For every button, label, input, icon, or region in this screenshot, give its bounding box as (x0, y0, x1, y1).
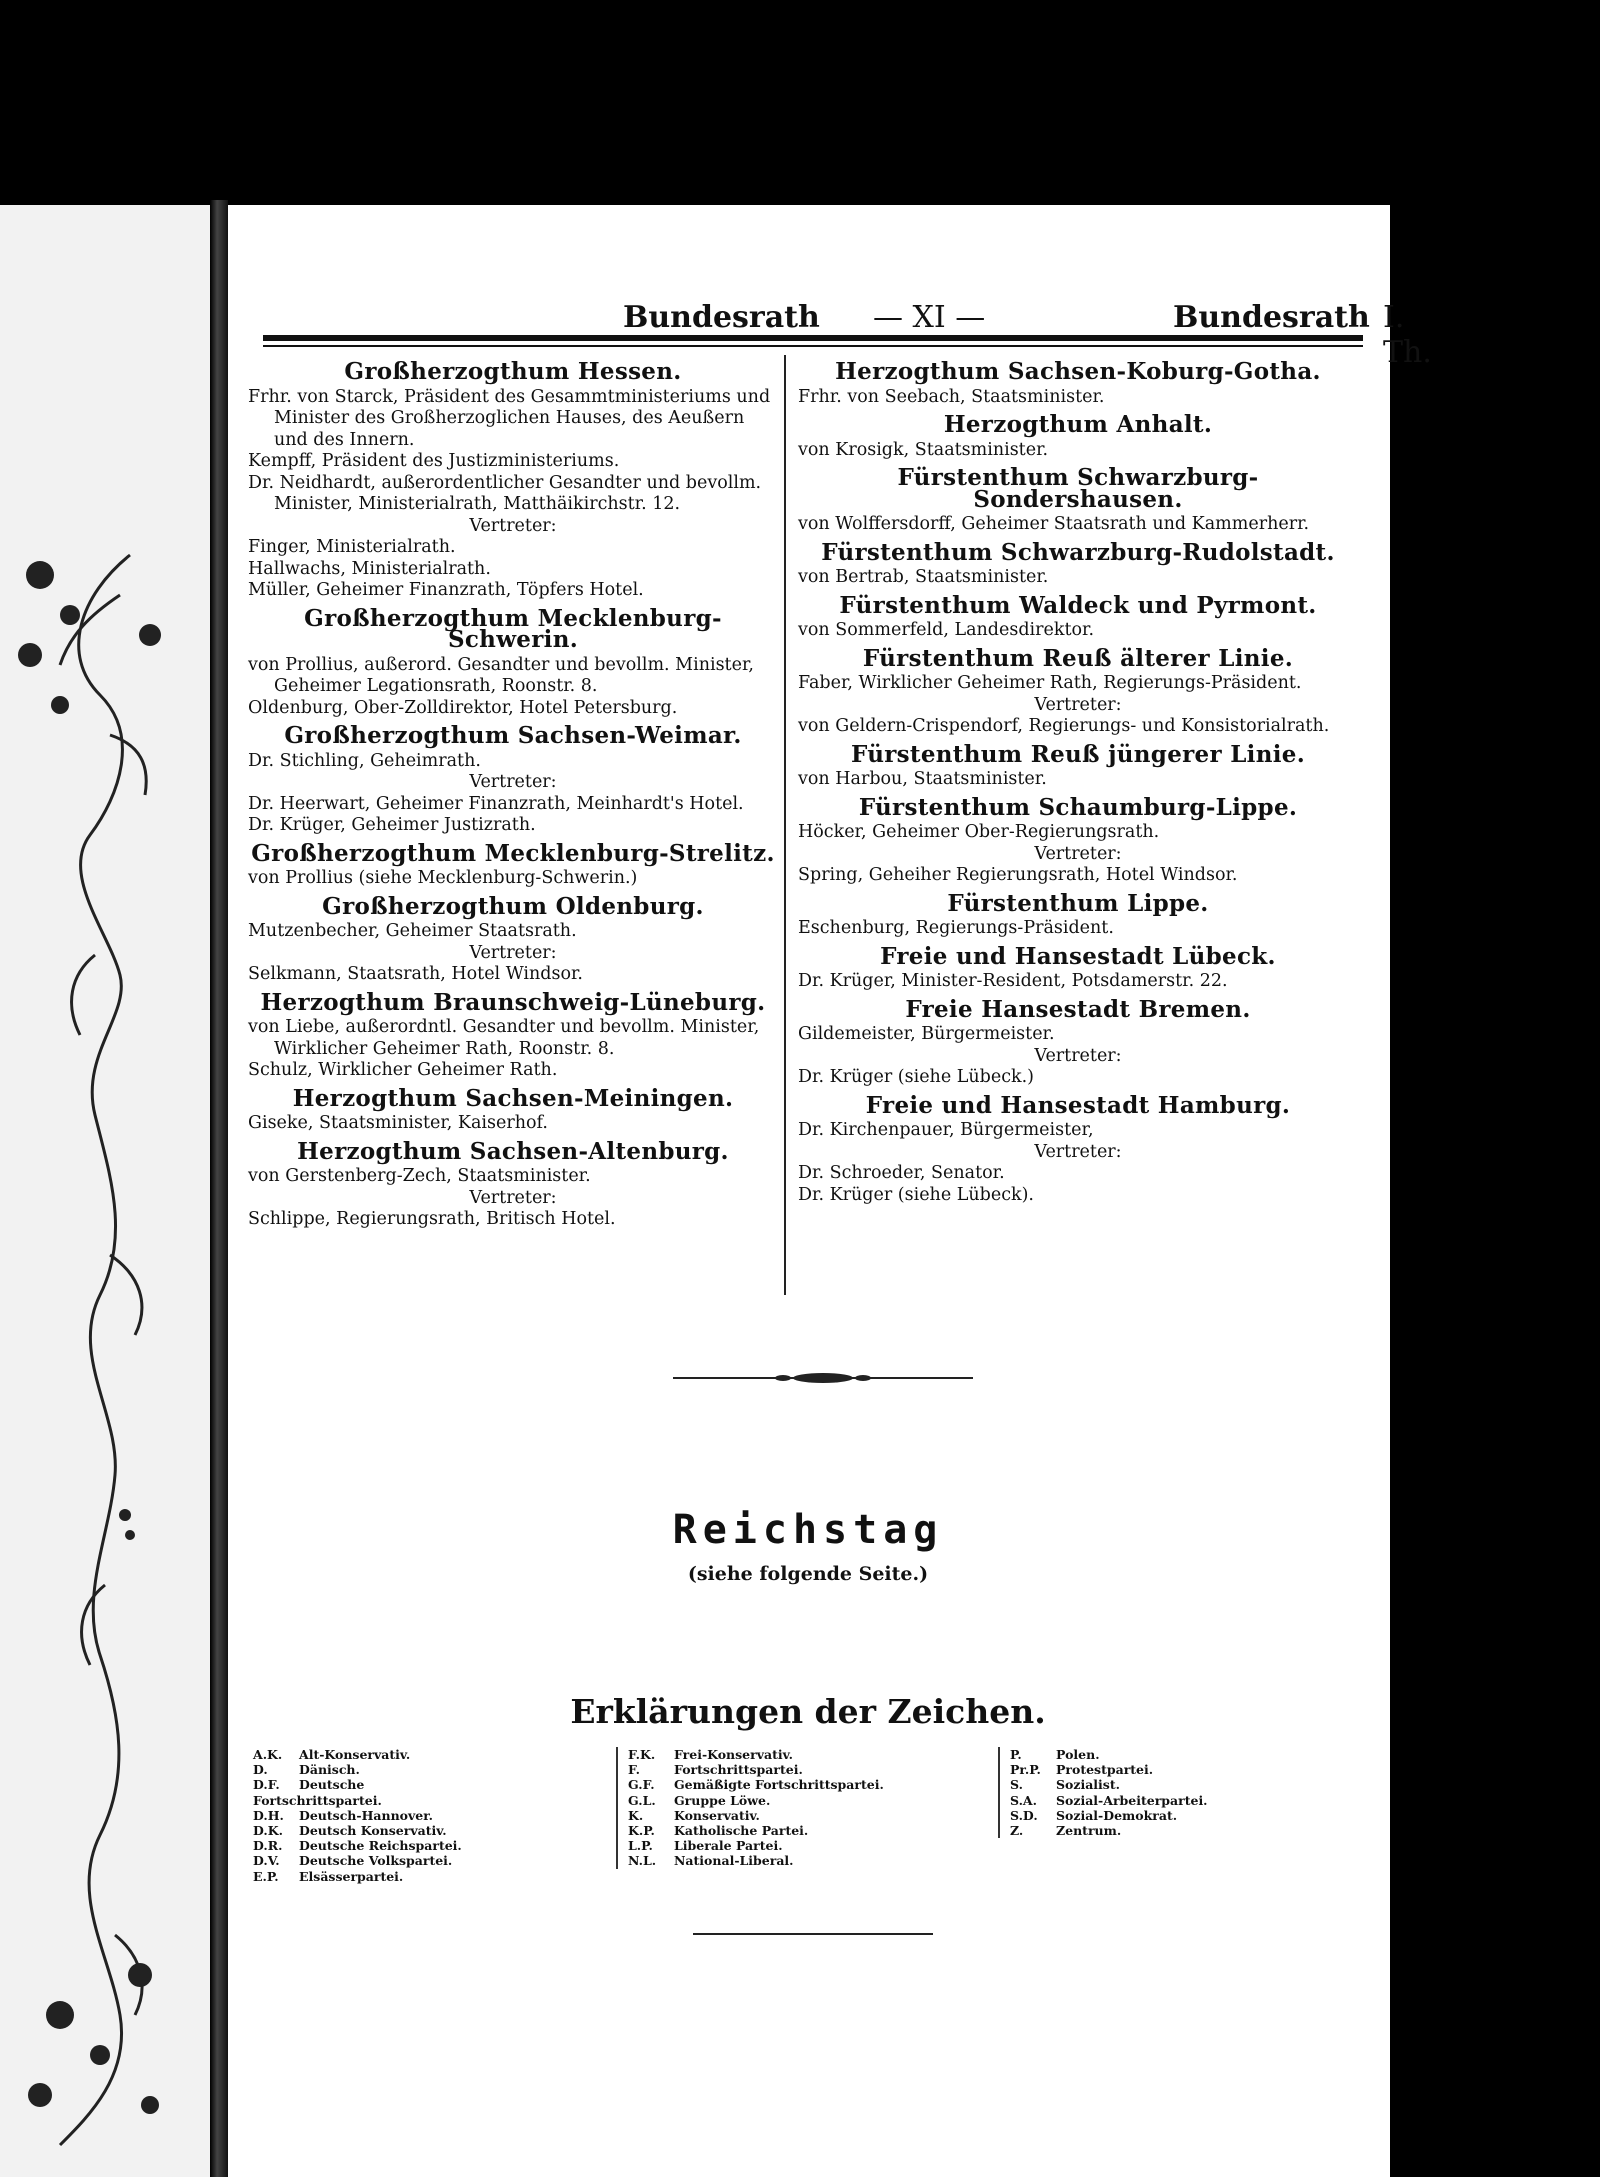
left-column (248, 355, 778, 1231)
page-number: — XI — (873, 300, 986, 335)
legend-meaning: National-Liberal. (674, 1853, 794, 1869)
legend-entry (628, 1747, 888, 1762)
member-entry: Geheimer Legationsrath, Roonstr. 8. (274, 676, 598, 696)
state-heading: Fürstenthum Reuß jüngerer Linie. (850, 740, 1306, 768)
state-heading: Freie Hansestadt Bremen. (905, 995, 1251, 1023)
legend-meaning: Konservativ. (674, 1807, 760, 1823)
ornamental-divider (673, 1372, 973, 1384)
legend-entry (253, 1869, 473, 1884)
member-entry: Hallwachs, Ministerialrath. (248, 558, 491, 579)
member-entry: von Prollius (siehe Mecklenburg-Schwerin.) (248, 868, 638, 888)
legend-entry (1010, 1747, 1270, 1762)
legend-entry (253, 1808, 473, 1823)
member-entry: Dr. Neidhardt, außerordentlicher Gesandter und bevollm. (248, 472, 762, 493)
deputy-label: Vertreter: (1034, 1045, 1122, 1066)
legend-entry (253, 1823, 473, 1838)
legend-meaning: Alt-Konservativ. (299, 1747, 411, 1762)
legend-abbreviation: D.F. (253, 1777, 280, 1793)
member-entry: Minister des Großherzoglichen Hauses, des Aeußern (274, 408, 745, 428)
legend-abbreviation: P. (1010, 1747, 1022, 1762)
state-heading: Fürstenthum Waldeck und Pyrmont. (839, 591, 1317, 619)
legend-abbreviation: F.K. (628, 1747, 656, 1762)
member-entry: Dr. Krüger, Geheimer Justizrath. (248, 815, 536, 835)
member-entry: von Bertrab, Staatsminister. (798, 567, 1049, 587)
member-entry: Minister, Ministerialrath, Matthäikirchstr. 12. (274, 494, 681, 514)
legend-meaning: Sozial-Demokrat. (1056, 1807, 1178, 1823)
legend-abbreviation: K.P. (628, 1823, 655, 1839)
legend-meaning: Elsässerpartei. (299, 1868, 404, 1884)
header-rule-thin (263, 345, 1363, 347)
member-entry: von Wolffersdorff, Geheimer Staatsrath und Kammerherr. (798, 514, 1310, 534)
legend-entry (628, 1777, 888, 1792)
member-entry: Frhr. von Seebach, Staatsminister. (798, 386, 1105, 407)
state-heading: Fürstenthum Lippe. (947, 889, 1209, 917)
deputy-label: Vertreter: (469, 942, 557, 963)
member-entry: Gildemeister, Bürgermeister. (798, 1024, 1055, 1044)
right-column (798, 355, 1358, 1206)
legend-meaning: Frei-Konservativ. (674, 1747, 793, 1762)
member-entry: Dr. Krüger (siehe Lübeck). (798, 1184, 1034, 1205)
legend-abbreviation: D. (253, 1762, 268, 1778)
header-rule (263, 335, 1363, 341)
member-entry: von Liebe, außerordntl. Gesandter und bevollm. Minister, (248, 1017, 760, 1037)
legend-entry (628, 1793, 888, 1808)
legend-meaning: Deutsch-Hannover. (299, 1807, 434, 1823)
legend-entry (1010, 1808, 1270, 1823)
state-heading: Fürstenthum Reuß älterer Linie. (862, 644, 1294, 672)
state-heading: Fürstenthum Schaumburg-Lippe. (858, 793, 1298, 821)
member-entry: Giseke, Staatsminister, Kaiserhof. (248, 1113, 548, 1133)
legend-column-2 (616, 1747, 888, 1869)
legend-entry (253, 1853, 473, 1868)
member-entry: Spring, Geheiher Regierungsrath, Hotel Windsor. (798, 865, 1238, 885)
left-page-edge (0, 205, 215, 2177)
legend-entry (628, 1823, 888, 1838)
legend-entry (628, 1838, 888, 1853)
legend-entry (1010, 1793, 1270, 1808)
legend-abbreviation: D.K. (253, 1823, 283, 1839)
legend-meaning: Dänisch. (299, 1762, 360, 1778)
legend-meaning: Deutsche Reichspartei. (299, 1838, 462, 1854)
legend-meaning: Zentrum. (1056, 1823, 1122, 1839)
state-heading: Herzogthum Sachsen-Altenburg. (297, 1137, 729, 1165)
legend-meaning: Deutsche Volkspartei. (299, 1853, 453, 1869)
member-entry: Schlippe, Regierungsrath, Britisch Hotel. (248, 1209, 616, 1229)
header-part: I. Th. (1383, 300, 1432, 370)
member-entry: Dr. Krüger, Minister-Resident, Potsdamerstr. 22. (798, 971, 1228, 991)
legend-meaning: Deutsch Konservativ. (299, 1823, 447, 1839)
deputy-label: Vertreter: (1034, 1141, 1122, 1162)
state-heading: Großherzogthum Mecklenburg-Schwerin. (304, 604, 722, 653)
member-entry: Dr. Kirchenpauer, Bürgermeister, (798, 1120, 1094, 1140)
legend-abbreviation: D.V. (253, 1853, 280, 1869)
member-entry: Müller, Geheimer Finanzrath, Töpfers Hotel. (248, 580, 644, 600)
state-heading: Großherzogthum Oldenburg. (322, 892, 704, 920)
legend-abbreviation: F. (628, 1762, 640, 1778)
legend-entry (1010, 1762, 1270, 1777)
member-entry: Dr. Krüger (siehe Lübeck.) (798, 1067, 1034, 1087)
legend-meaning: Sozial-Arbeiterpartei. (1056, 1792, 1208, 1808)
legend-abbreviation: S. (1010, 1777, 1023, 1793)
deputy-label: Vertreter: (1034, 694, 1122, 715)
reichstag-heading: Reichstag (672, 1507, 944, 1553)
legend-title: Erklärungen der Zeichen. (570, 1692, 1046, 1731)
legend-meaning: Polen. (1056, 1747, 1100, 1762)
legend-abbreviation: D.R. (253, 1838, 283, 1854)
state-heading: Großherzogthum Hessen. (344, 358, 682, 385)
deputy-label: Vertreter: (469, 1187, 557, 1208)
legend-entry (1010, 1823, 1270, 1838)
state-heading: Freie und Hansestadt Lübeck. (880, 942, 1276, 970)
member-entry: Selkmann, Staatsrath, Hotel Windsor. (248, 964, 583, 984)
member-entry: Wirklicher Geheimer Rath, Roonstr. 8. (274, 1038, 615, 1059)
member-entry: Eschenburg, Regierungs-Präsident. (798, 918, 1114, 938)
legend-abbreviation: E.P. (253, 1868, 279, 1884)
legend-abbreviation: Z. (1010, 1823, 1024, 1839)
state-heading: Fürstenthum Schwarzburg-Sondershausen. (897, 464, 1259, 513)
legend-meaning: Gruppe Löwe. (674, 1792, 771, 1808)
member-entry: Dr. Heerwart, Geheimer Finanzrath, Meinhardt's Hotel. (248, 793, 744, 814)
legend-entry (628, 1853, 888, 1868)
state-heading: Herzogthum Sachsen-Meiningen. (292, 1084, 734, 1112)
legend-meaning: Liberale Partei. (674, 1838, 783, 1854)
member-entry: von Geldern-Crispendorf, Regierungs- und Konsistorialrath. (798, 716, 1330, 736)
legend-meaning: Sozialist. (1056, 1777, 1120, 1793)
member-entry: von Prollius, außerord. Gesandter und bevollm. Minister, (248, 654, 754, 675)
member-entry: Oldenburg, Ober-Zolldirektor, Hotel Petersburg. (248, 697, 678, 718)
legend-entry (253, 1838, 473, 1853)
header-right-title: Bundesrath (1173, 300, 1370, 335)
legend-meaning: Gemäßigte Fortschrittspartei. (674, 1777, 884, 1793)
state-heading: Herzogthum Braunschweig-Lüneburg. (260, 988, 766, 1016)
member-entry: von Gerstenberg-Zech, Staatsminister. (248, 1166, 591, 1186)
legend-abbreviation: D.H. (253, 1807, 284, 1823)
running-header (393, 300, 1432, 370)
deputy-label: Vertreter: (1034, 843, 1122, 864)
member-entry: von Sommerfeld, Landesdirektor. (798, 620, 1095, 640)
legend-abbreviation: L.P. (628, 1838, 653, 1854)
member-entry: und des Innern. (274, 429, 415, 450)
member-entry: Frhr. von Starck, Präsident des Gesammtministeriums und (248, 386, 771, 407)
member-entry: Mutzenbecher, Geheimer Staatsrath. (248, 921, 577, 941)
legend-entry (1010, 1777, 1270, 1792)
member-entry: Faber, Wirklicher Geheimer Rath, Regierungs-Präsident. (798, 673, 1302, 693)
state-heading: Großherzogthum Sachsen-Weimar. (284, 722, 742, 749)
state-heading: Herzogthum Anhalt. (943, 411, 1213, 438)
legend-abbreviation: K. (628, 1807, 644, 1823)
state-heading: Freie und Hansestadt Hamburg. (865, 1091, 1291, 1119)
member-entry: Höcker, Geheimer Ober-Regierungsrath. (798, 822, 1160, 842)
document-page (228, 205, 1432, 2177)
member-entry: Dr. Schroeder, Senator. (798, 1163, 1005, 1183)
state-heading: Großherzogthum Mecklenburg-Strelitz. (251, 839, 775, 867)
member-entry: Finger, Ministerialrath. (248, 537, 456, 557)
legend-abbreviation: N.L. (628, 1853, 657, 1869)
legend-abbreviation: A.K. (253, 1747, 283, 1762)
legend-entry (628, 1762, 888, 1777)
member-entry: Dr. Stichling, Geheimrath. (248, 750, 481, 771)
legend-abbreviation: G.F. (628, 1777, 655, 1793)
deputy-label: Vertreter: (469, 515, 557, 536)
member-entry: von Harbou, Staatsminister. (798, 769, 1047, 789)
closing-rule (693, 1933, 933, 1935)
deputy-label: Vertreter: (469, 772, 557, 792)
column-separator (784, 355, 786, 1295)
legend-entry (253, 1762, 473, 1777)
photo-background-top (0, 0, 1600, 205)
legend-meaning: Katholische Partei. (674, 1823, 809, 1839)
legend-abbreviation: S.D. (1010, 1807, 1038, 1823)
legend-column-1 (253, 1747, 473, 1884)
header-left-title: Bundesrath (623, 300, 820, 335)
state-heading: Herzogthum Sachsen-Koburg-Gotha. (835, 358, 1321, 385)
member-entry: Kempff, Präsident des Justizministeriums. (248, 451, 620, 471)
legend-column-3 (998, 1747, 1270, 1838)
legend-meaning: Fortschrittspartei. (674, 1762, 803, 1778)
legend-meaning: Deutsche Fortschrittspartei. (253, 1777, 382, 1808)
member-entry: Schulz, Wirklicher Geheimer Rath. (248, 1060, 558, 1080)
legend-entry (628, 1808, 888, 1823)
floral-ornament-border (0, 535, 175, 2155)
legend-abbreviation: G.L. (628, 1792, 656, 1808)
member-entry: von Krosigk, Staatsminister. (798, 439, 1049, 460)
legend-meaning: Protestpartei. (1056, 1762, 1154, 1778)
reichstag-subtitle: (siehe folgende Seite.) (687, 1563, 929, 1585)
legend-abbreviation: Pr.P. (1010, 1762, 1041, 1778)
legend-entry (253, 1747, 473, 1762)
legend-entry (253, 1777, 473, 1807)
legend-abbreviation: S.A. (1010, 1792, 1037, 1808)
book-spine (210, 200, 228, 2177)
state-heading: Fürstenthum Schwarzburg-Rudolstadt. (821, 538, 1335, 566)
